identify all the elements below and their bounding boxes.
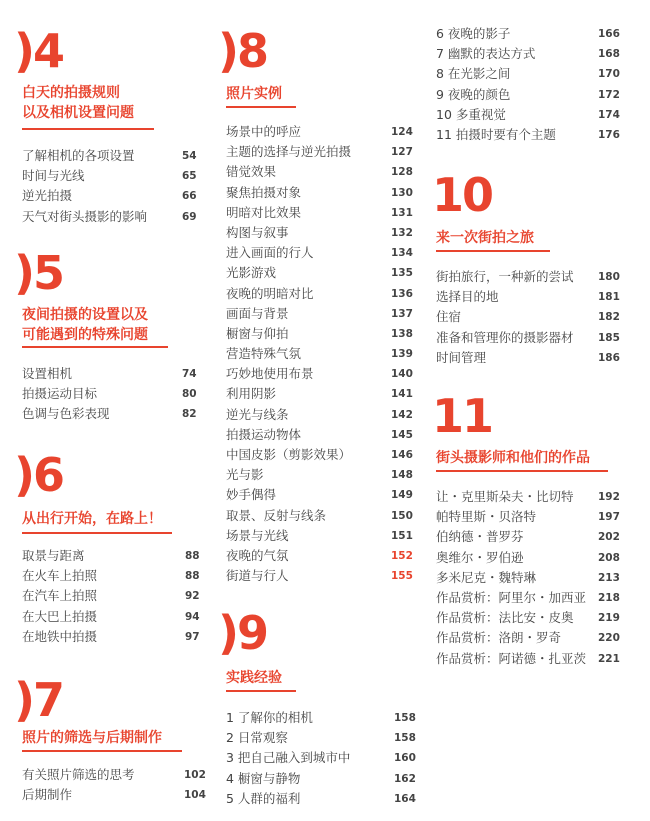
chapter-title-line: 白天的拍摄规则 [22,85,120,101]
entry-label: 拍摄运动物体 [226,426,302,442]
entry-label: 10 多重视觉 [436,106,506,122]
entry-page-number: 65 [182,170,197,183]
toc-entry[interactable] [22,765,207,785]
toc-entry[interactable] [226,364,416,384]
entry-page-number: 197 [598,511,620,524]
toc-entry[interactable] [436,527,631,547]
entry-page-number: 136 [391,287,413,300]
entry-label: 中国皮影（剪影效果） [226,447,352,462]
title-underline [436,470,608,472]
entry-page-number: 80 [182,388,197,401]
entry-label: 在火车上拍照 [22,568,98,584]
entry-page-number: 218 [598,591,620,604]
chapter-title-line: 实践经验 [226,670,282,686]
entry-label: 在汽车上拍照 [22,588,98,604]
entry-page-number: 170 [598,68,620,81]
entry-label: 后期制作 [22,787,73,803]
entry-page-number: 94 [185,610,200,623]
entry-label: 画面与背景 [226,305,289,321]
toc-entry[interactable] [436,125,626,145]
entry-label: 在大巴上拍摄 [22,608,98,624]
chapter-number: )8 [218,24,268,78]
toc-entry[interactable] [22,546,202,566]
toc-entry[interactable] [226,566,416,586]
entry-label: 在地铁中拍摄 [22,628,98,644]
toc-entry[interactable] [226,384,416,404]
entry-label: 逆光与线条 [226,406,289,422]
entry-label: 5 人群的福利 [226,790,301,806]
toc-entry[interactable] [436,608,631,628]
toc-entry[interactable] [22,384,202,404]
toc-entry[interactable] [226,304,416,324]
entry-label: 住宿 [436,309,462,325]
entry-page-number: 138 [391,327,413,340]
entry-page-number: 92 [185,590,200,603]
chapter-title-line: 照片实例 [226,86,282,102]
entry-label: 聚焦拍摄对象 [226,184,302,200]
chapter-number: )9 [218,606,268,660]
entry-label: 了解相机的各项设置 [22,148,135,163]
toc-entry[interactable] [436,507,631,527]
toc-entry[interactable] [22,364,202,384]
entry-label: 主题的选择与逆光拍摄 [226,144,352,160]
entry-label: 天气对街头摄影的影响 [22,208,148,224]
title-underline [226,106,296,108]
chapter-number: 11 [432,389,493,443]
entry-page-number: 69 [182,210,197,223]
chapter-number: )7 [14,673,64,727]
entry-label: 巧妙地使用布景 [226,366,314,382]
entry-page-number: 66 [182,190,197,203]
toc-entry[interactable] [22,186,202,206]
entry-label: 街拍旅行，一种新的尝试 [436,269,574,284]
entry-label: 伯纳德・普罗芬 [436,529,524,545]
entry-label: 错觉效果 [226,164,277,180]
entry-label: 多米尼克・魏特琳 [436,569,537,585]
entry-label: 有关照片筛选的思考 [22,767,135,782]
entry-page-number: 74 [182,368,197,380]
entry-page-number: 134 [391,247,413,260]
entry-list [22,546,202,647]
toc-entry[interactable] [22,586,202,606]
entry-page-number: 219 [598,612,620,625]
entry-page-number: 220 [598,632,620,645]
toc-entry[interactable] [226,183,416,203]
title-underline [22,532,172,534]
chapter-title [436,448,590,468]
toc-entry[interactable] [226,284,416,304]
toc-entry[interactable] [226,243,416,263]
entry-label: 妙手偶得 [226,487,277,503]
title-underline [226,690,296,692]
toc-entry[interactable] [226,203,416,223]
chapter-number: 10 [432,168,493,222]
title-underline [22,346,168,348]
entry-page-number: 88 [185,550,200,562]
chapter-title-line: 以及相机设置问题 [22,105,134,121]
entry-label: 光影游戏 [226,265,277,281]
entry-label: 进入画面的行人 [226,245,314,261]
entry-page-number: 213 [598,571,620,584]
entry-list [436,24,626,145]
title-underline [436,250,550,252]
entry-page-number: 164 [394,792,416,805]
toc-entry[interactable] [226,142,416,162]
entry-page-number: 104 [184,789,206,802]
toc-entry[interactable] [22,404,202,424]
entry-page-number: 180 [598,271,620,283]
entry-label: 夜晚的气氛 [226,547,289,563]
entry-label: 选择目的地 [436,289,499,305]
entry-page-number: 54 [182,150,197,162]
toc-entry[interactable] [22,607,202,627]
toc-entry[interactable] [436,105,626,125]
chapter-title-line: 从出行开始，在路上！ [22,511,162,527]
chapter-title [22,728,162,748]
entry-page-number: 149 [391,489,413,502]
toc-entry[interactable] [226,445,416,465]
entry-label: 逆光拍摄 [22,188,73,204]
entry-page-number: 150 [391,509,413,522]
toc-entry[interactable] [226,223,416,243]
toc-entry[interactable] [226,728,416,748]
toc-entry[interactable] [226,162,416,182]
entry-page-number: 102 [184,769,206,781]
entry-label: 7 幽默的表达方式 [436,46,536,62]
entry-label: 取景与距离 [22,548,85,563]
entry-label: 构图与叙事 [226,224,289,240]
entry-page-number: 88 [185,570,200,583]
entry-page-number: 145 [391,428,413,441]
chapter-title [22,305,148,345]
entry-page-number: 176 [598,128,620,141]
entry-label: 4 橱窗与静物 [226,770,301,786]
chapter-title [226,668,282,688]
entry-list [22,765,207,805]
toc-entry[interactable] [22,207,202,227]
toc-entry[interactable] [22,785,207,805]
entry-label: 场景中的呼应 [226,124,302,139]
toc-entry[interactable] [226,324,416,344]
entry-label: 9 夜晚的颜色 [436,86,511,102]
entry-label: 作品赏析：法比安・皮奥 [436,610,574,626]
toc-entry[interactable] [226,546,416,566]
entry-label: 场景与光线 [226,527,289,543]
entry-page-number: 185 [598,331,620,344]
toc-entry[interactable] [226,344,416,364]
entry-page-number: 168 [598,48,620,61]
toc-entry[interactable] [436,588,631,608]
entry-page-number: 128 [391,166,413,179]
toc-entry[interactable] [436,85,626,105]
entry-label: 明暗对比效果 [226,204,302,220]
entry-label: 设置相机 [22,366,73,381]
chapter-title [436,228,534,248]
entry-label: 1 了解你的相机 [226,710,313,725]
entry-page-number: 132 [391,226,413,239]
entry-page-number: 135 [391,267,413,280]
chapter-title-line: 街头摄影师和他们的作品 [436,450,590,466]
entry-label: 作品赏析：阿诺德・扎亚茨 [436,650,587,666]
entry-label: 奥维尔・罗伯逊 [436,549,524,565]
toc-entry[interactable] [436,487,631,507]
entry-page-number: 137 [391,307,413,320]
entry-label: 6 夜晚的影子 [436,26,511,41]
title-underline [22,128,154,130]
entry-page-number: 155 [391,570,413,583]
entry-list [22,364,202,425]
chapter-title-line: 照片的筛选与后期制作 [22,730,162,746]
entry-label: 3 把自己融入到城市中 [226,750,351,766]
entry-label: 取景、反射与线条 [226,507,327,523]
entry-label: 利用阴影 [226,386,277,402]
entry-page-number: 139 [391,348,413,361]
chapter-title-line: 夜间拍摄的设置以及 [22,307,148,323]
chapter-number: )4 [14,24,64,78]
toc-entry[interactable] [226,506,416,526]
toc-entry[interactable] [22,166,202,186]
toc-entry[interactable] [436,287,631,307]
toc-entry[interactable] [226,526,416,546]
toc-entry[interactable] [226,405,416,425]
chapter-title [22,509,162,529]
entry-page-number: 162 [394,772,416,785]
entry-page-number: 160 [394,752,416,765]
toc-entry[interactable] [436,548,631,568]
toc-entry[interactable] [226,263,416,283]
entry-list [226,708,416,809]
entry-page-number: 151 [391,529,413,542]
toc-entry[interactable] [436,348,631,368]
toc-entry[interactable] [436,267,631,287]
toc-entry[interactable] [436,628,631,648]
toc-entry[interactable] [226,485,416,505]
entry-label: 夜晚的明暗对比 [226,285,314,301]
toc-entry[interactable] [436,328,631,348]
toc-entry[interactable] [22,566,202,586]
entry-page-number: 202 [598,531,620,544]
entry-list [436,487,631,669]
title-underline [22,750,182,752]
toc-entry[interactable] [436,64,626,84]
entry-page-number: 174 [598,108,620,121]
entry-page-number: 158 [394,712,416,724]
entry-page-number: 221 [598,652,620,665]
entry-page-number: 127 [391,146,413,159]
toc-entry[interactable] [436,307,631,327]
entry-page-number: 181 [598,291,620,304]
toc-entry[interactable] [226,769,416,789]
entry-page-number: 148 [391,469,413,482]
entry-label: 准备和管理你的摄影器材 [436,329,574,345]
entry-list [22,146,202,227]
entry-page-number: 192 [598,491,620,503]
entry-label: 营造特殊气氛 [226,346,302,362]
chapter-title [226,84,282,104]
toc-entry[interactable] [436,24,626,44]
entry-page-number: 146 [391,449,413,461]
toc-entry[interactable] [22,146,202,166]
chapter-title-line: 可能遇到的特殊问题 [22,327,148,343]
toc-entry[interactable] [226,122,416,142]
toc-entry[interactable] [226,748,416,768]
entry-label: 作品赏析：阿里尔・加西亚 [436,589,587,605]
toc-entry[interactable] [436,44,626,64]
entry-page-number: 141 [391,388,413,401]
entry-label: 街道与行人 [226,568,289,584]
chapter-number: )5 [14,246,64,300]
toc-entry[interactable] [226,425,416,445]
entry-page-number: 142 [391,408,413,421]
toc-entry[interactable] [436,568,631,588]
entry-page-number: 82 [182,408,197,421]
entry-label: 帕特里斯・贝洛特 [436,509,537,525]
toc-entry[interactable] [22,627,202,647]
entry-page-number: 172 [598,88,620,101]
entry-label: 色调与色彩表现 [22,406,110,422]
toc-entry[interactable] [226,789,416,809]
entry-page-number: 97 [185,630,200,643]
entry-page-number: 152 [391,549,413,562]
entry-page-number: 182 [598,311,620,324]
entry-label: 2 日常观察 [226,730,288,746]
entry-label: 让・克里斯朵夫・比切特 [436,489,574,504]
chapter-number: )6 [14,448,64,502]
entry-label: 时间管理 [436,349,487,365]
entry-page-number: 158 [394,732,416,745]
entry-page-number: 124 [391,126,413,138]
entry-label: 时间与光线 [22,168,85,184]
entry-label: 拍摄运动目标 [22,386,98,402]
entry-page-number: 131 [391,206,413,219]
toc-entry[interactable] [226,708,416,728]
entry-label: 11 拍摄时要有个主题 [436,126,556,142]
chapter-title-line: 来一次街拍之旅 [436,230,534,246]
entry-label: 光与影 [226,467,264,483]
entry-list [436,267,631,368]
entry-list [226,122,416,586]
entry-page-number: 186 [598,351,620,364]
entry-page-number: 130 [391,186,413,199]
entry-label: 橱窗与仰拍 [226,325,289,341]
toc-entry[interactable] [226,465,416,485]
entry-page-number: 140 [391,368,413,381]
entry-label: 作品赏析：洛朗・罗奇 [436,630,562,646]
entry-label: 8 在光影之间 [436,66,511,82]
chapter-title [22,83,134,123]
entry-page-number: 208 [598,551,620,564]
entry-page-number: 166 [598,28,620,40]
toc-entry[interactable] [436,649,631,669]
